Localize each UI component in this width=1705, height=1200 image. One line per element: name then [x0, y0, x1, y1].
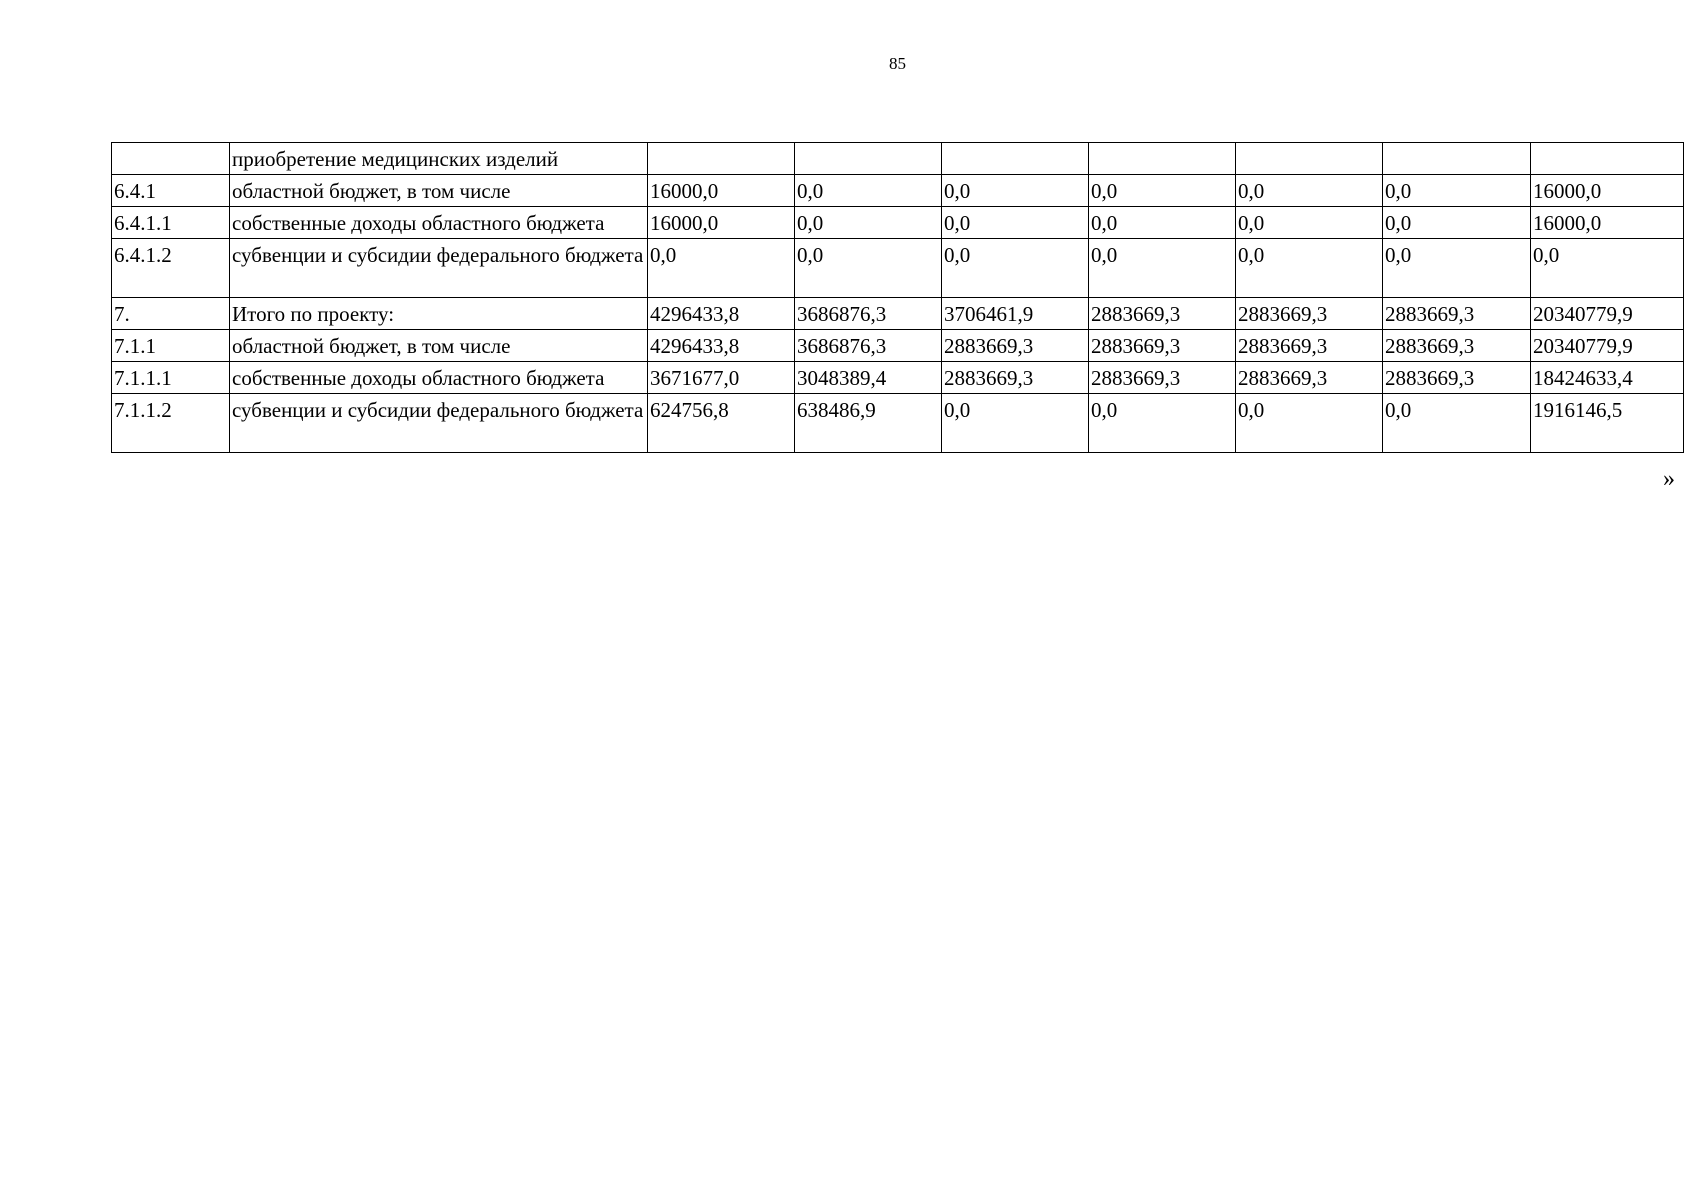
table-row [112, 207, 1684, 239]
table-row [112, 175, 1684, 207]
value-cell: 2883669,3 [1089, 362, 1236, 394]
total-cell: 1916146,5 [1531, 394, 1684, 453]
value-cell: 0,0 [795, 175, 942, 207]
row-description: собственные доходы областного бюджета [230, 362, 648, 394]
value-cell: 0,0 [1089, 394, 1236, 453]
closing-quote: » [1663, 466, 1675, 492]
table-row [112, 143, 1684, 175]
value-cell: 624756,8 [648, 394, 795, 453]
value-cell [942, 143, 1089, 175]
value-cell: 0,0 [1236, 239, 1383, 298]
value-cell [1236, 143, 1383, 175]
row-description: субвенции и субсидии федерального бюджета [230, 239, 648, 298]
table-row [112, 362, 1684, 394]
value-cell [1383, 143, 1531, 175]
value-cell: 2883669,3 [1089, 330, 1236, 362]
value-cell: 0,0 [942, 394, 1089, 453]
value-cell: 4296433,8 [648, 298, 795, 330]
value-cell: 2883669,3 [1383, 362, 1531, 394]
row-description: собственные доходы областного бюджета [230, 207, 648, 239]
total-cell [1531, 143, 1684, 175]
value-cell: 0,0 [942, 175, 1089, 207]
value-cell [795, 143, 942, 175]
row-description: приобретение медицинских изделий [230, 143, 648, 175]
page-number: 85 [889, 54, 906, 73]
value-cell: 0,0 [1236, 207, 1383, 239]
value-cell: 3048389,4 [795, 362, 942, 394]
value-cell: 3686876,3 [795, 298, 942, 330]
value-cell: 2883669,3 [1089, 298, 1236, 330]
row-code: 6.4.1.1 [112, 207, 230, 239]
row-code: 7. [112, 298, 230, 330]
value-cell: 4296433,8 [648, 330, 795, 362]
row-code: 7.1.1 [112, 330, 230, 362]
value-cell: 3686876,3 [795, 330, 942, 362]
value-cell: 0,0 [795, 239, 942, 298]
table-row [112, 298, 1684, 330]
value-cell: 2883669,3 [1236, 330, 1383, 362]
total-cell: 18424633,4 [1531, 362, 1684, 394]
budget-table [111, 142, 1684, 453]
total-cell: 20340779,9 [1531, 330, 1684, 362]
row-description: областной бюджет, в том числе [230, 175, 648, 207]
value-cell: 3706461,9 [942, 298, 1089, 330]
total-cell: 16000,0 [1531, 207, 1684, 239]
value-cell: 0,0 [1089, 207, 1236, 239]
row-description: субвенции и субсидии федерального бюджета [230, 394, 648, 453]
value-cell: 0,0 [1089, 175, 1236, 207]
row-code: 7.1.1.2 [112, 394, 230, 453]
row-description: областной бюджет, в том числе [230, 330, 648, 362]
value-cell: 2883669,3 [942, 362, 1089, 394]
row-code: 7.1.1.1 [112, 362, 230, 394]
value-cell: 0,0 [1383, 175, 1531, 207]
value-cell [1089, 143, 1236, 175]
table-row [112, 394, 1684, 453]
table-row [112, 330, 1684, 362]
value-cell: 0,0 [1236, 394, 1383, 453]
value-cell: 2883669,3 [942, 330, 1089, 362]
row-code: 6.4.1 [112, 175, 230, 207]
value-cell: 2883669,3 [1383, 298, 1531, 330]
value-cell: 2883669,3 [1383, 330, 1531, 362]
value-cell: 0,0 [1089, 239, 1236, 298]
value-cell: 0,0 [1383, 239, 1531, 298]
table-row [112, 239, 1684, 298]
total-cell: 16000,0 [1531, 175, 1684, 207]
value-cell: 2883669,3 [1236, 298, 1383, 330]
value-cell: 16000,0 [648, 175, 795, 207]
total-cell: 20340779,9 [1531, 298, 1684, 330]
value-cell: 0,0 [1236, 175, 1383, 207]
value-cell: 0,0 [942, 239, 1089, 298]
value-cell: 0,0 [648, 239, 795, 298]
value-cell: 0,0 [1383, 394, 1531, 453]
row-code [112, 143, 230, 175]
row-code: 6.4.1.2 [112, 239, 230, 298]
value-cell: 638486,9 [795, 394, 942, 453]
value-cell: 16000,0 [648, 207, 795, 239]
value-cell: 3671677,0 [648, 362, 795, 394]
value-cell: 0,0 [942, 207, 1089, 239]
value-cell [648, 143, 795, 175]
value-cell: 2883669,3 [1236, 362, 1383, 394]
value-cell: 0,0 [795, 207, 942, 239]
value-cell: 0,0 [1383, 207, 1531, 239]
total-cell: 0,0 [1531, 239, 1684, 298]
row-description: Итого по проекту: [230, 298, 648, 330]
